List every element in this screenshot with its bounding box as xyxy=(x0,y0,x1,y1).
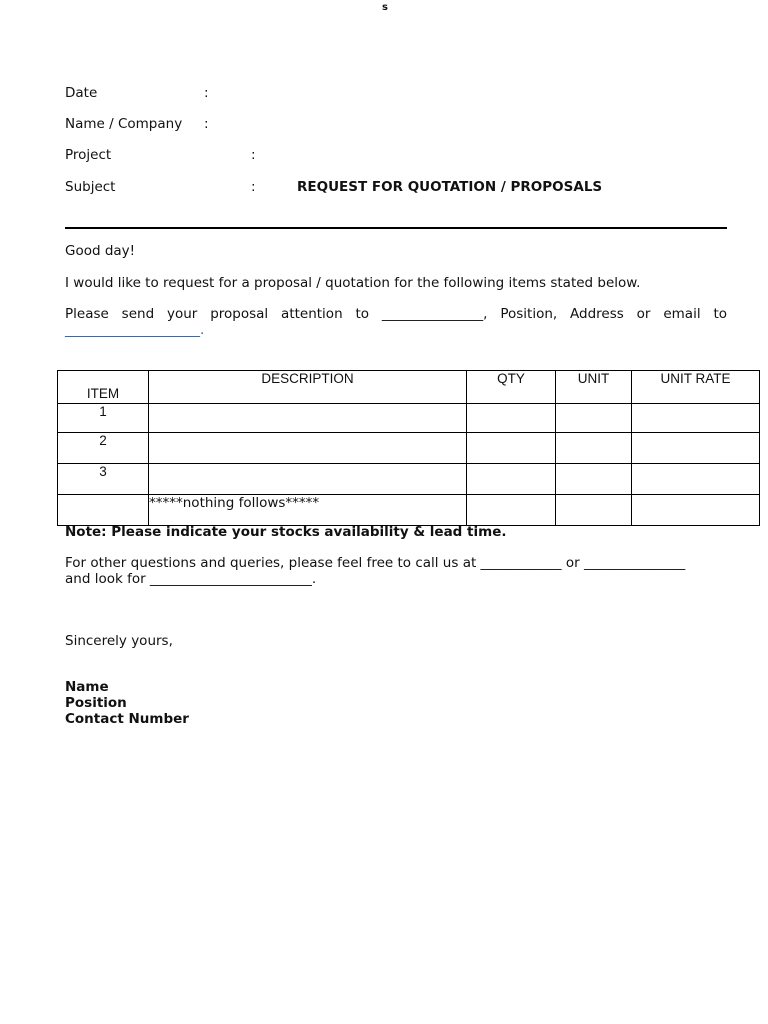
intro-text: I would like to request for a proposal / quotation for the following items stated below. xyxy=(65,275,641,291)
unit-cell xyxy=(556,404,632,433)
items-table xyxy=(57,370,760,526)
date-colon: : xyxy=(204,85,209,101)
qty-cell xyxy=(467,495,556,526)
send-word: proposal xyxy=(210,306,269,322)
unit-cell xyxy=(556,464,632,495)
unit-cell xyxy=(556,433,632,464)
description-cell xyxy=(149,404,467,433)
description-cell xyxy=(149,464,467,495)
rate-cell xyxy=(632,464,760,495)
table-row xyxy=(58,464,760,495)
send-word: Please xyxy=(65,306,109,322)
description-cell xyxy=(149,433,467,464)
subject-label: Subject xyxy=(65,179,116,195)
qty-cell xyxy=(467,464,556,495)
qty-header: QTY xyxy=(467,371,556,404)
queries-line-2: and look for ________________________. xyxy=(65,571,317,587)
table-row xyxy=(58,433,760,464)
date-label: Date xyxy=(65,85,98,101)
name-company-label: Name / Company xyxy=(65,116,183,132)
email-end: . xyxy=(200,322,205,338)
send-word: your xyxy=(167,306,198,322)
attention-blank: _______________, xyxy=(381,306,488,322)
item-cell: 3 xyxy=(58,464,149,495)
table-row xyxy=(58,404,760,433)
nothing-follows-cell: *****nothing follows***** xyxy=(149,495,467,526)
unit-cell xyxy=(556,495,632,526)
subject-colon: : xyxy=(251,179,256,195)
description-header: DESCRIPTION xyxy=(149,371,467,404)
rate-cell xyxy=(632,404,760,433)
item-cell xyxy=(58,495,149,526)
send-word: to xyxy=(355,306,370,322)
send-word: send xyxy=(121,306,155,322)
unit-rate-header: UNIT RATE xyxy=(632,371,760,404)
closing: Sincerely yours, xyxy=(65,633,173,649)
stock-note: Note: Please indicate your stocks availability & lead time. xyxy=(65,524,507,540)
item-header-cell xyxy=(58,371,149,404)
item-cell: 1 xyxy=(58,404,149,433)
header-divider xyxy=(65,227,727,229)
unit-header: UNIT xyxy=(556,371,632,404)
name-company-colon: : xyxy=(204,116,209,132)
item-header: ITEM xyxy=(86,386,120,401)
send-word: Address xyxy=(570,306,624,322)
email-link[interactable] xyxy=(65,322,204,338)
signature-name: Name xyxy=(65,679,109,695)
rate-cell xyxy=(632,495,760,526)
project-colon: : xyxy=(251,147,256,163)
queries-line-1: For other questions and queries, please feel free to call us at ____________ or _______________ xyxy=(65,555,686,571)
greeting: Good day! xyxy=(65,243,136,259)
rate-cell xyxy=(632,433,760,464)
email-blank: ____________________ xyxy=(65,322,200,338)
send-line xyxy=(65,306,727,322)
table-header-row xyxy=(58,371,760,404)
item-cell: 2 xyxy=(58,433,149,464)
qty-cell xyxy=(467,404,556,433)
qty-cell xyxy=(467,433,556,464)
send-word: attention xyxy=(281,306,343,322)
subject-value: REQUEST FOR QUOTATION / PROPOSALS xyxy=(297,179,603,195)
send-word: email xyxy=(663,306,701,322)
project-label: Project xyxy=(65,147,112,163)
page-mark: s xyxy=(382,2,388,13)
send-word: Position, xyxy=(500,306,558,322)
signature-position: Position xyxy=(65,695,127,711)
signature-contact-number: Contact Number xyxy=(65,711,189,727)
send-word: or xyxy=(636,306,651,322)
send-word: to xyxy=(713,306,727,322)
table-row xyxy=(58,495,760,526)
